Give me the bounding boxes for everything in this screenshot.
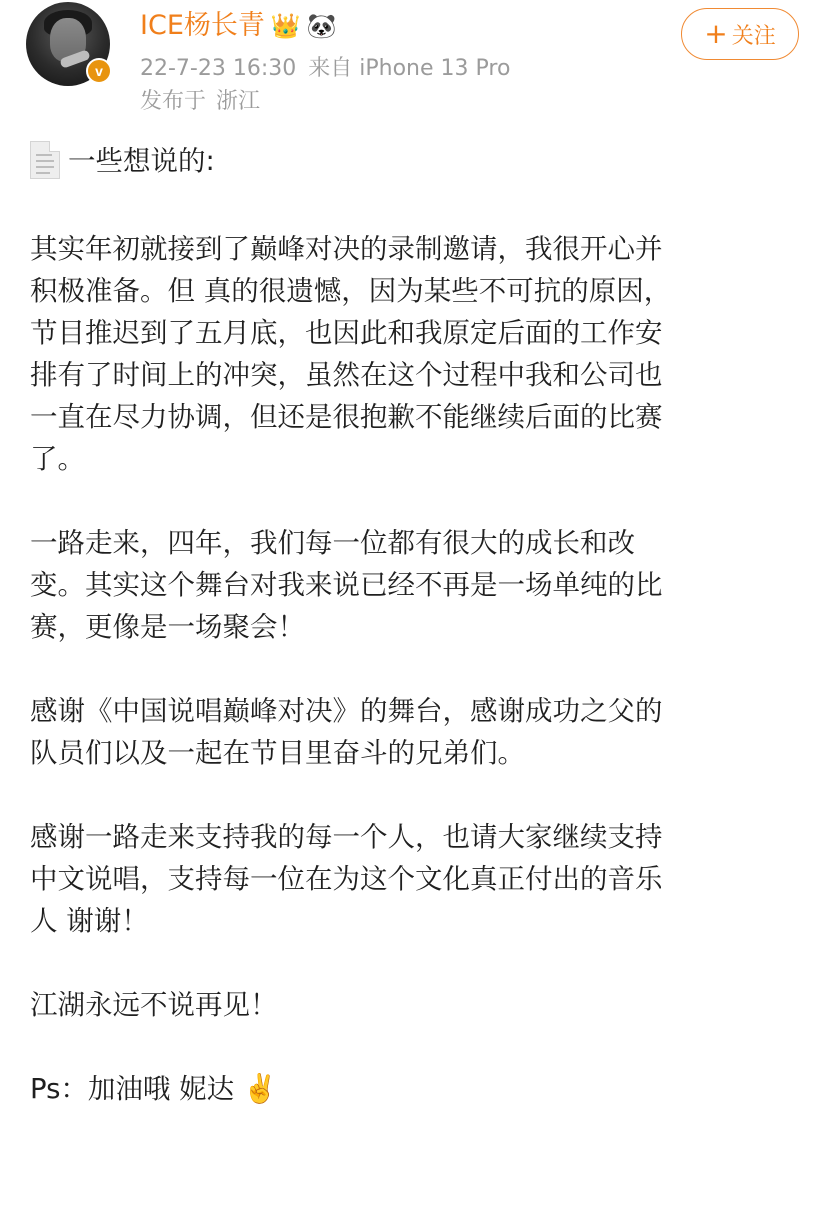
paragraph-3 [30,690,800,774]
paragraph-4 [30,816,800,942]
post-body [30,136,800,1110]
crown-badge-icon: 👑 [270,12,301,40]
paragraph-line: 积极准备。但 真的很遗憾，因为某些不可抗的原因， [30,275,672,307]
location-label: 发布于 [140,89,207,114]
post-title: 一些想说的: [68,145,215,177]
post-source: 来自 iPhone 13 Pro [308,56,511,81]
paragraph-line: 节目推迟到了五月底，也因此和我原定后面的工作安 [30,317,663,349]
paragraph-line: 江湖永远不说再见！ [30,989,278,1021]
paragraph-line: 感谢一路走来支持我的每一个人，也请大家继续支持 [30,821,663,853]
paragraph-5 [30,984,800,1026]
paragraph-line: 赛，更像是一场聚会！ [30,611,305,643]
verified-badge-icon [86,58,112,84]
paragraph-line: 一直在尽力协调，但还是很抱歉不能继续后面的比赛 [30,401,663,433]
post-location [140,87,260,117]
location-value: 浙江 [216,89,261,114]
follow-button[interactable] [681,8,799,60]
author-name[interactable]: ICE杨长青 [140,10,265,41]
paragraph-line: 变。其实这个舞台对我来说已经不再是一场单纯的比 [30,569,663,601]
plus-icon: + [704,17,728,50]
post-time: 22-7-23 16:30 [140,56,297,81]
post-header [0,0,828,130]
post-meta [140,54,510,84]
paragraph-line: 其实年初就接到了巅峰对决的录制邀请，我很开心并 [30,233,663,265]
ps-line [30,1068,800,1110]
paragraph-line: 人 谢谢！ [30,905,149,937]
panda-badge-icon: 🐼 [306,12,337,40]
paragraph-line: 排有了时间上的冲突，虽然在这个过程中我和公司也 [30,359,663,391]
paragraph-line: 了。 [30,443,85,475]
ps-text: Ps：加油哦 妮达 [30,1073,235,1105]
paragraph-line: 中文说唱，支持每一位在为这个文化真正付出的音乐 [30,863,663,895]
paragraph-line: 感谢《中国说唱巅峰对决》的舞台，感谢成功之父的 [30,695,663,727]
author-name-row[interactable] [140,6,337,46]
victory-hand-icon: ✌️ [242,1072,278,1105]
follow-button-label: 关注 [731,23,776,49]
post-title-line [30,140,800,182]
document-icon [30,141,60,179]
paragraph-2 [30,522,800,648]
paragraph-line: 一路走来，四年，我们每一位都有很大的成长和改 [30,527,635,559]
verified-mark: v [95,63,103,79]
paragraph-line: 队员们以及一起在节目里奋斗的兄弟们。 [30,737,525,769]
paragraph-1 [30,228,800,480]
